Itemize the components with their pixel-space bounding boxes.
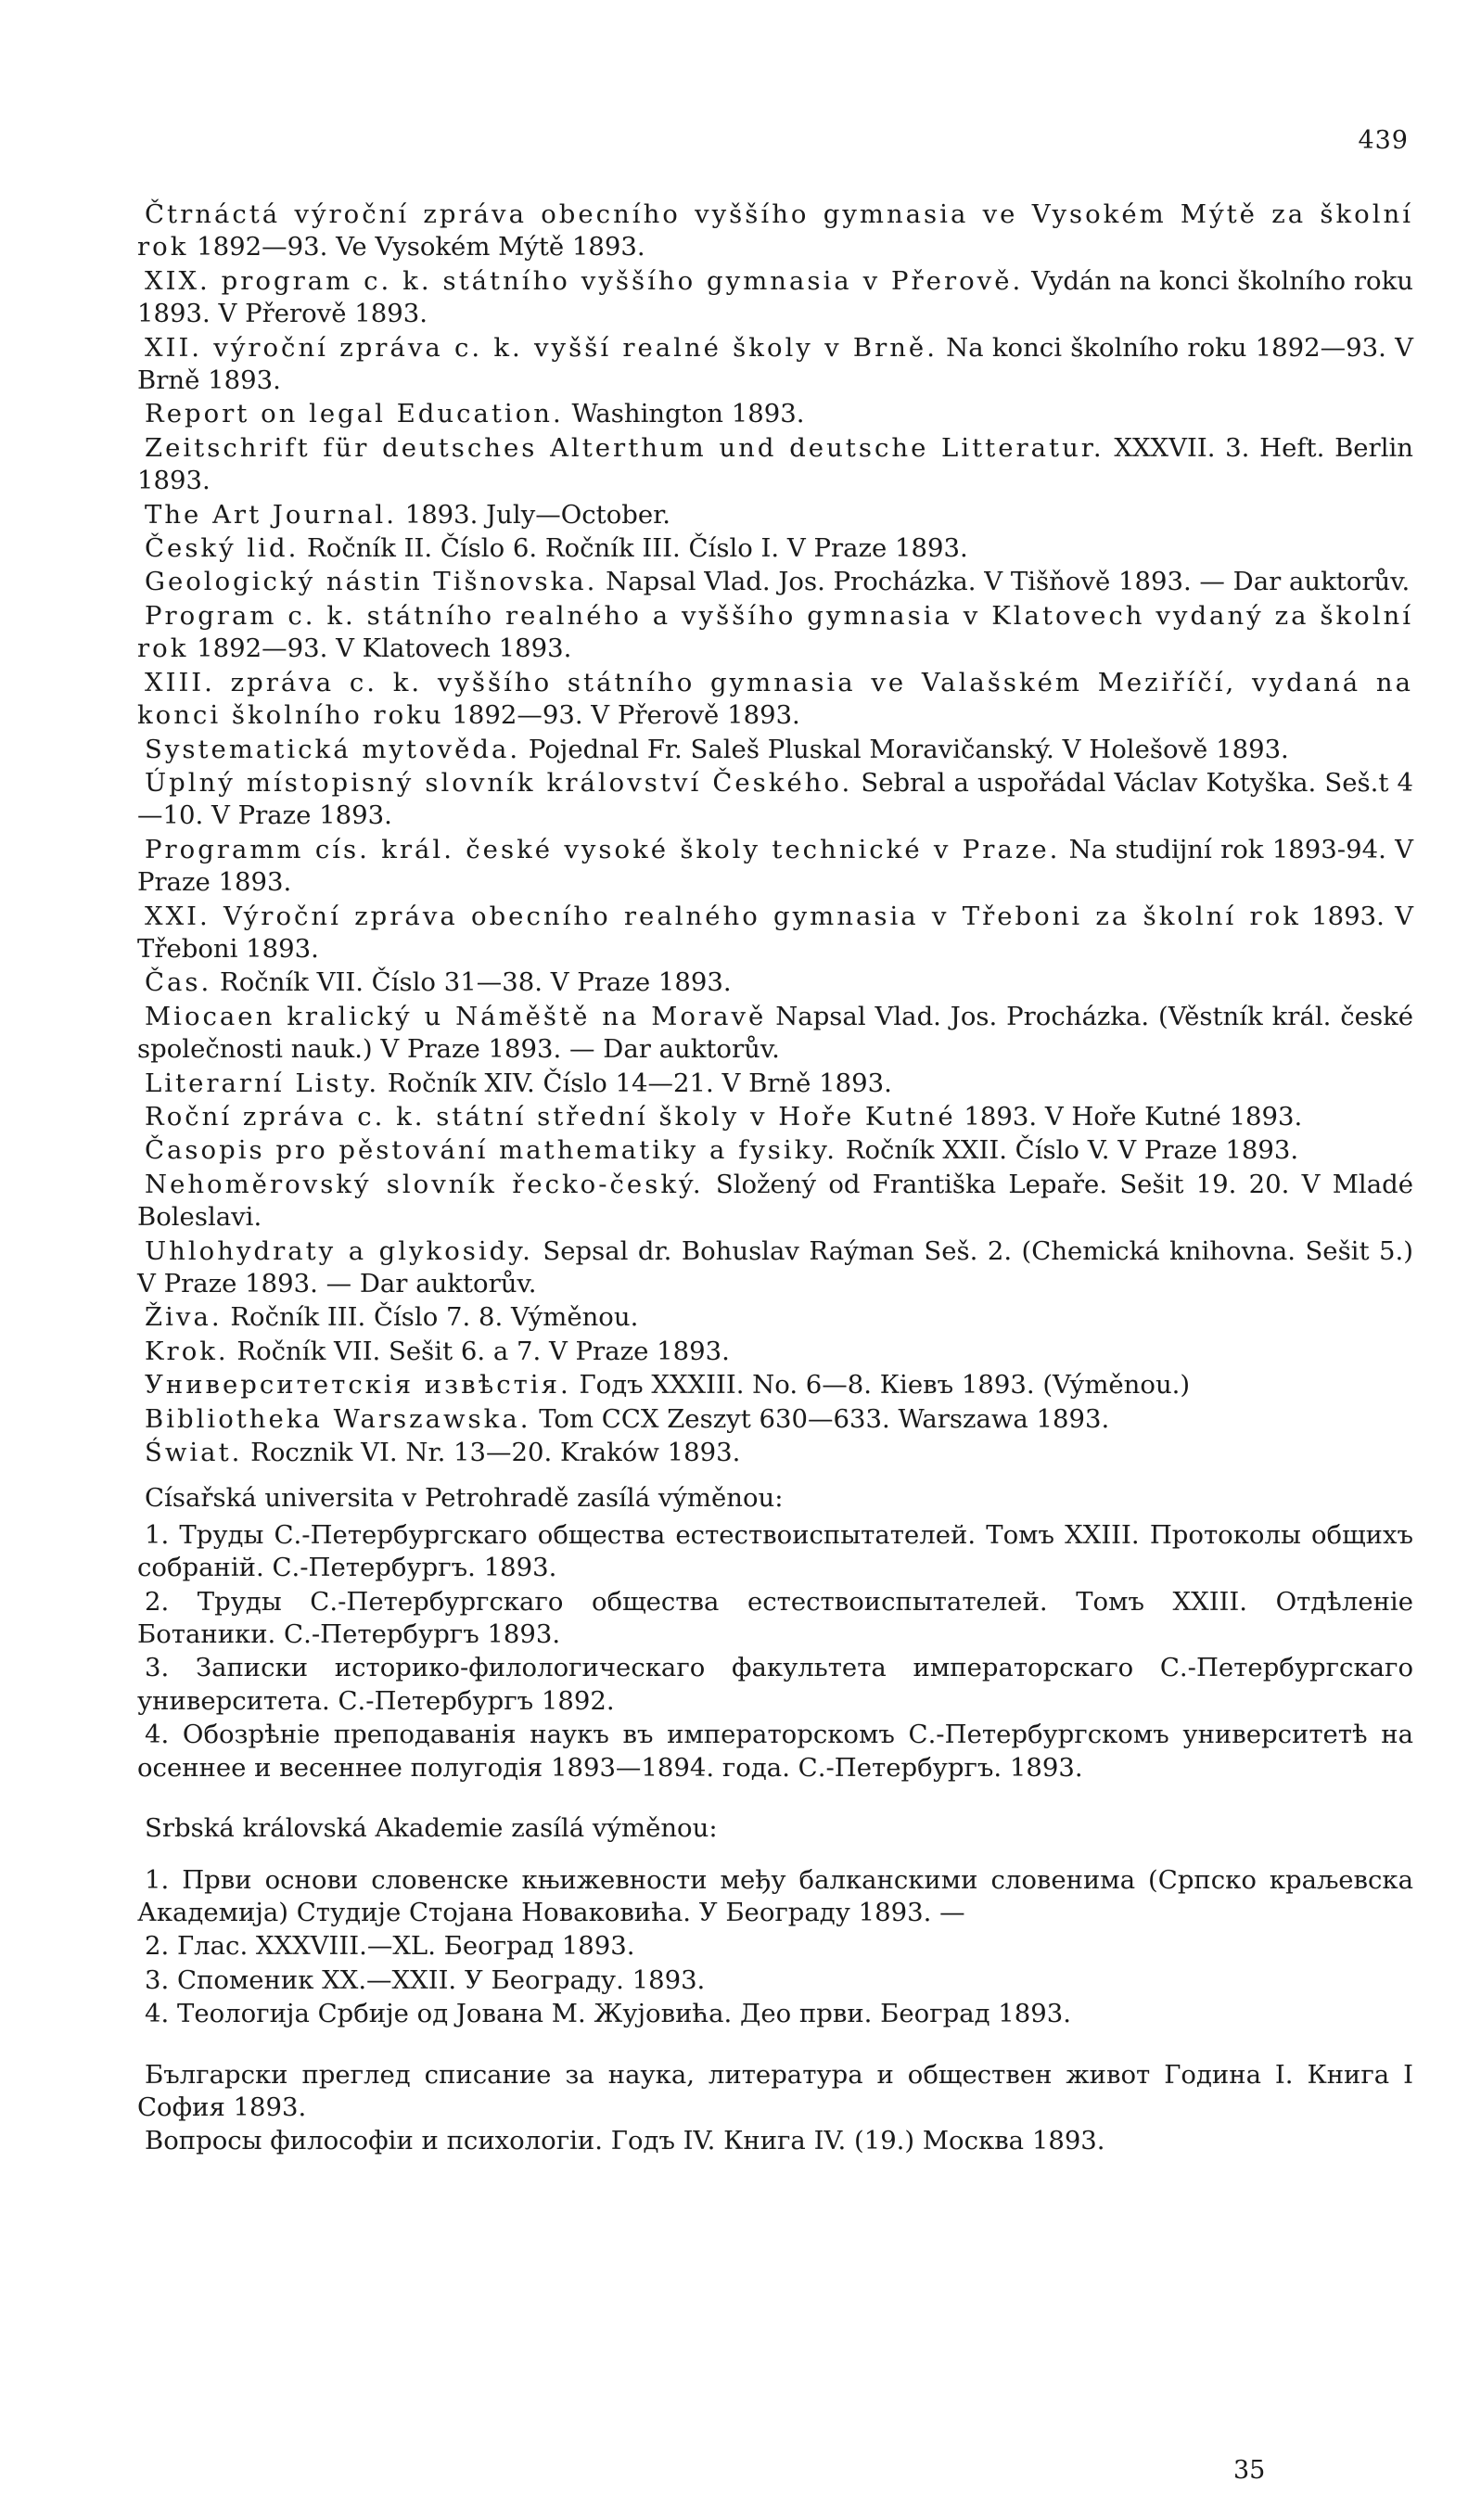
bibliography-entry [137, 734, 1413, 766]
entry-details: Ročník XIV. Číslo 14—21. V Brně 1893. [379, 1068, 892, 1098]
bibliography-entry [137, 600, 1413, 666]
entry-details: Na konci školního roku 1892—93. V Brně 1893. [137, 332, 1413, 396]
entry-title: Bibliotheka Warszawska. [145, 1403, 531, 1434]
tail-entries-list [137, 2059, 1413, 2158]
entry-title: Roční zpráva c. k. státní střední školy v Hoře Kutné [145, 1101, 956, 1132]
bibliography-entry: 2. Глас. XXXVIII.—XL. Београд 1893. [145, 1931, 635, 1962]
entry-title: Čas. [145, 967, 212, 998]
entry-title: XII. výroční zpráva c. k. vyšší realné školy v Brně. [145, 332, 938, 363]
bibliography-entry [137, 1169, 1413, 1234]
entry-details: Ročník III. Číslo 7. 8. Výměnou. [222, 1302, 639, 1333]
entry-title: XIX. program c. k. státního vyššího gymnasia v Přerově. [145, 265, 1024, 296]
entry-details: 1892—93. V Klatovech 1893. [188, 633, 572, 664]
entry-details: Ročník II. Číslo 6. Ročník III. Číslo I. V Praze 1893. [299, 533, 968, 564]
entry-details: Napsal Vlad. Jos. Procházka. V Tišňově 1893. — Dar auktorův. [597, 567, 1411, 597]
entry-details: Ročník VII. Sešit 6. a 7. V Praze 1893. [228, 1336, 730, 1366]
section-entries [137, 1864, 1413, 2031]
entry-title: The Art Journal. [145, 499, 397, 530]
entry-details: 1893. V Třeboni 1893. [137, 901, 1413, 964]
bibliography-entry [137, 767, 1413, 833]
entry-title: Miocaen kralický u Náměště na Moravě [145, 1001, 767, 1031]
entry-details: Sebral a uspořádal Václav Kotyška. Seš.t 4—10. V Praze 1893. [137, 767, 1413, 831]
bibliography-entry: 3. Споменик XX.—XXII. У Београду. 1893. [145, 1964, 706, 1995]
bibliography-entry [137, 1336, 1413, 1368]
entry-title: Nehoměrovský slovník řecko-český. [145, 1169, 704, 1199]
entry-details: Pojednal Fr. Saleš Pluskal Moravičanský. V Holešově 1893. [520, 734, 1289, 764]
bibliography-entry: 4. Обозрѣніе преподаванія наукъ въ императорскомъ С.-Петербургскомъ университетѣ на осеннее и весеннее полугодія 1893—1894. года. С.-Петербургъ. 1893. [137, 1720, 1413, 1783]
section-entries [137, 1519, 1413, 1784]
entry-details: Ročník XXII. Číslo V. V Praze 1893. [837, 1135, 1299, 1166]
entry-title: Zeitschrift für deutsches Alterthum und deutsche Litteratur. [145, 432, 1104, 463]
entry-details: Složený od Františka Lepaře. Sešit 19. 20. V Mladé Boleslavi. [137, 1169, 1413, 1233]
entry-title: Čtrnáctá výroční zpráva obecního vyššího gymnasia ve Vysokém Mýtě za školní rok [137, 199, 1413, 262]
bibliography-entry: Български преглед списание за наука, литература и обществен живот Година I. Книга I София 1893. [137, 2059, 1413, 2122]
entry-details: Na studijní rok 1893-94. V Praze 1893. [137, 834, 1413, 898]
entry-title: Živa. [145, 1302, 223, 1333]
entry-details: Vydán na konci školního roku 1893. V Přerově 1893. [137, 265, 1413, 329]
entry-title: Systematická mytověda. [145, 734, 521, 764]
entry-title: Program c. k. státního realného a vyššího gymnasia v Klatovech vydaný za školní rok [137, 600, 1413, 664]
bibliography-entry: 1. Први основи словенске књижевности међу балканскими словенима (Српско краљевска Академија) Студије Стојана Новаковића. У Београду 1893. — [137, 1864, 1413, 1927]
bibliography-entry [137, 901, 1413, 966]
footer-signature-number: 35 [1233, 2456, 1266, 2485]
entry-details: 1892—93. Ve Vysokém Mýtě 1893. [188, 232, 645, 262]
page-number: 439 [1358, 126, 1409, 155]
bibliography-entry [137, 332, 1413, 398]
entry-title: Časopis pro pěstování mathematiky a fysiky. [145, 1135, 837, 1166]
entry-title: Literarní Listy. [145, 1068, 380, 1098]
entry-details: 1893. V Hoře Kutné 1893. [955, 1101, 1303, 1132]
entry-title: Geologický nástin Tišnovska. [145, 567, 598, 597]
section-serbian [137, 1812, 1413, 2030]
bibliography-entry: 1. Труды С.-Петербургскаго общества естествоиспытателей. Томъ XXIII. Протоколы общихъ собраній. С.-Петербургъ. 1893. [137, 1519, 1413, 1583]
bibliography-entry: 4. Теологија Србије од Јована М. Жујовића. Део први. Београд 1893. [145, 1999, 1072, 2029]
entry-title: Úplný místopisný slovník království Českého. [145, 767, 853, 798]
bibliography-entry [137, 1134, 1413, 1167]
entry-details: Rocznik VI. Nr. 13—20. Kraków 1893. [242, 1438, 741, 1468]
entry-details: 1893. July—October. [396, 499, 671, 530]
section-heading: Císařská universita v Petrohradě zasílá výměnou: [145, 1483, 784, 1514]
bibliography-entry [137, 1235, 1413, 1301]
entry-title: Университетскія извѣстія. [145, 1370, 571, 1401]
entry-title: Krok. [145, 1336, 229, 1366]
entry-details: Napsal Vlad. Jos. Procházka. (Věstník král. české společnosti nauk.) V Praze 1893. — Dar auktorův. [137, 1001, 1414, 1065]
entry-details: 1892—93. V Přerově 1893. [443, 700, 800, 731]
bibliography-entry: 3. Записки историко-филологическаго факультета императорскаго С.-Петербургскаго университета. С.-Петербургъ 1892. [137, 1653, 1413, 1716]
bibliography-entry [137, 1369, 1413, 1401]
entry-details: Washington 1893. [563, 399, 805, 429]
entry-title: Uhlohydraty a glykosidy. [145, 1235, 533, 1266]
section-heading: Srbská královská Akademie zasílá výměnou: [145, 1813, 718, 1844]
entry-details: Годъ XXXIII. No. 6—8. Кіевъ 1893. (Výměnou.) [570, 1370, 1191, 1401]
entry-title: Český lid. [145, 533, 300, 564]
bibliography-entry [137, 432, 1413, 498]
bibliography-entry [137, 1101, 1413, 1133]
bibliography-entry [137, 1437, 1413, 1469]
bibliography-entry [137, 1068, 1413, 1100]
entry-details: XXXVII. 3. Heft. Berlin 1893. [137, 432, 1413, 496]
bibliography-entry: 2. Труды С.-Петербургскаго общества естествоиспытателей. Томъ XXIII. Отдѣленіе Ботаники. С.-Петербургъ 1893. [137, 1586, 1413, 1650]
section-russian [137, 1482, 1413, 1784]
bibliography-entry [137, 198, 1413, 264]
bibliography-entry [137, 398, 1413, 430]
bibliography-entry [137, 532, 1413, 565]
bibliography-entry [137, 834, 1413, 900]
bibliography-entry [137, 1403, 1413, 1436]
entry-title: Report on legal Education. [145, 399, 564, 429]
bibliography-entry [137, 499, 1413, 531]
main-entries-list [137, 198, 1413, 1469]
entry-title: XXI. Výroční zpráva obecního realného gymnasia v Třeboni za školní rok [145, 901, 1301, 931]
entry-details: Tom CCX Zeszyt 630—633. Warszawa 1893. [530, 1403, 1110, 1434]
entry-title: Programm cís. král. české vysoké školy technické v Praze. [145, 834, 1061, 864]
bibliography-entry [137, 667, 1413, 733]
entry-details: Ročník VII. Číslo 31—38. V Praze 1893. [211, 967, 732, 998]
entry-details: Sepsal dr. Bohuslav Raýman Seš. 2. (Chemická knihovna. Sešit 5.) V Praze 1893. — Dar auktorův. [137, 1235, 1413, 1298]
bibliography-entry [137, 566, 1413, 598]
bibliography-entry [137, 1301, 1413, 1334]
page-content [137, 198, 1413, 2159]
bibliography-entry [137, 1001, 1413, 1067]
entry-title: XIII. zpráva c. k. vyššího státního gymnasia ve Valašském Meziříčí, vydaná na konci školního roku [137, 667, 1413, 731]
bibliography-entry [137, 966, 1413, 999]
bibliography-entry [137, 265, 1413, 331]
bibliography-entry: Вопросы философіи и психологіи. Годъ IV. Книга IV. (19.) Москва 1893. [145, 2126, 1105, 2156]
entry-title: Świat. [145, 1438, 243, 1468]
